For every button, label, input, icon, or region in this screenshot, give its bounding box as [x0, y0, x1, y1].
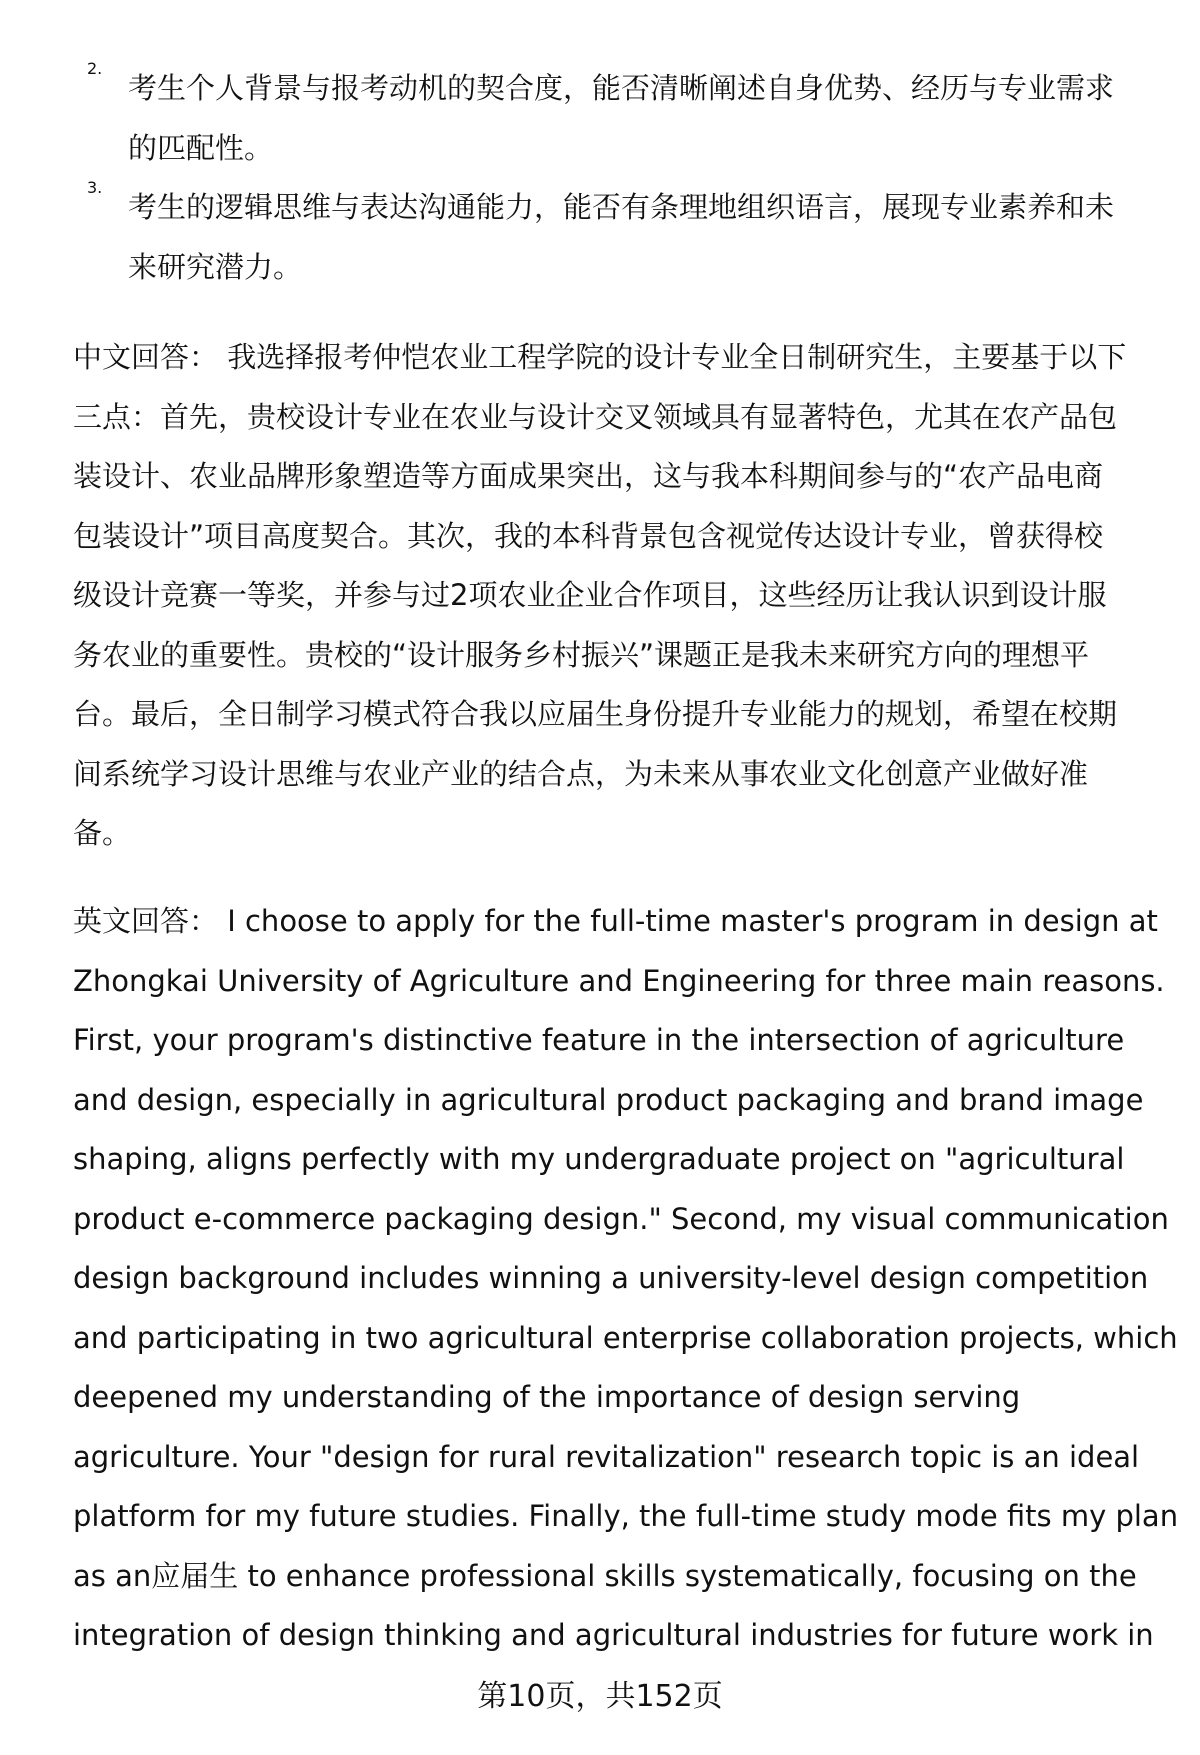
list-item [73, 178, 1160, 297]
paragraph-line: First, your program's distinctive feature in the intersection of agriculture [73, 1023, 1125, 1057]
paragraph-line: and participating in two agricultural enterprise collaboration projects, which [73, 1320, 1178, 1355]
paragraph-line: platform for my future studies. Finally, the full-time study mode fits my plan [73, 1499, 1179, 1533]
paragraph-line: 备。 [73, 816, 132, 850]
paragraph-line: integration of design thinking and agricultural industries for future work in [73, 1618, 1154, 1652]
paragraph-line: 中文回答： 我选择报考仲恺农业工程学院的设计专业全日制研究生，主要基于以下 [73, 340, 1127, 374]
page-number: 第10页，共152页 [477, 1679, 723, 1714]
chinese-answer [73, 328, 1160, 864]
paragraph-line: and design, especially in agricultural product packaging and brand image [73, 1082, 1144, 1117]
list-line: 来研究潜力。 [128, 249, 303, 284]
paragraph-line: 三点：首先，贵校设计专业在农业与设计交叉领域具有显著特色，尤其在农产品包 [73, 399, 1118, 434]
paragraph-line: design background includes winning a university-level design competition [73, 1261, 1149, 1295]
paragraph-line: Zhongkai University of Agriculture and Engineering for three main reasons. [73, 963, 1165, 998]
paragraph-line: 间系统学习设计思维与农业产业的结合点，为未来从事农业文化创意产业做好准 [73, 756, 1089, 791]
list-line: 考生的逻辑思维与表达沟通能力，能否有条理地组织语言，展现专业素养和未 [128, 190, 1115, 224]
paragraph-line: product e-commerce packaging design." Second, my visual communication [73, 1201, 1169, 1236]
paragraph-line: shaping, aligns perfectly with my undergraduate project on "agricultural [73, 1142, 1125, 1176]
criteria-list [73, 59, 1160, 297]
paragraph-line: 台。最后，全日制学习模式符合我以应届生身份提升专业能力的规划，希望在校期 [73, 697, 1118, 731]
english-answer [73, 892, 1179, 1666]
list-line: 考生个人背景与报考动机的契合度，能否清晰阐述自身优势、经历与专业需求 [128, 71, 1115, 105]
list-line: 的匹配性。 [128, 130, 274, 165]
paragraph-line: agriculture. Your "design for rural revitalization" research topic is an ideal [73, 1439, 1140, 1474]
list-number: 2. [87, 59, 103, 78]
paragraph-line: 装设计、农业品牌形象塑造等方面成果突出，这与我本科期间参与的“农产品电商 [73, 459, 1104, 493]
list-number: 3. [87, 178, 103, 197]
paragraph-line: 包装设计”项目高度契合。其次，我的本科背景包含视觉传达设计专业，曾获得校 [73, 518, 1104, 553]
list-item [73, 59, 1160, 178]
paragraph-line: as an应届生 to enhance professional skills systematically, focusing on the [73, 1558, 1137, 1593]
paragraph-line: deepened my understanding of the importance of design serving [73, 1380, 1021, 1414]
paragraph-line: 英文回答： I choose to apply for the full-time master's program in design at [73, 904, 1158, 938]
paragraph-line: 务农业的重要性。贵校的“设计服务乡村振兴”课题正是我未来研究方向的理想平 [73, 637, 1090, 672]
paragraph-line: 级设计竞赛一等奖，并参与过2项农业企业合作项目，这些经历让我认识到设计服 [73, 578, 1107, 612]
